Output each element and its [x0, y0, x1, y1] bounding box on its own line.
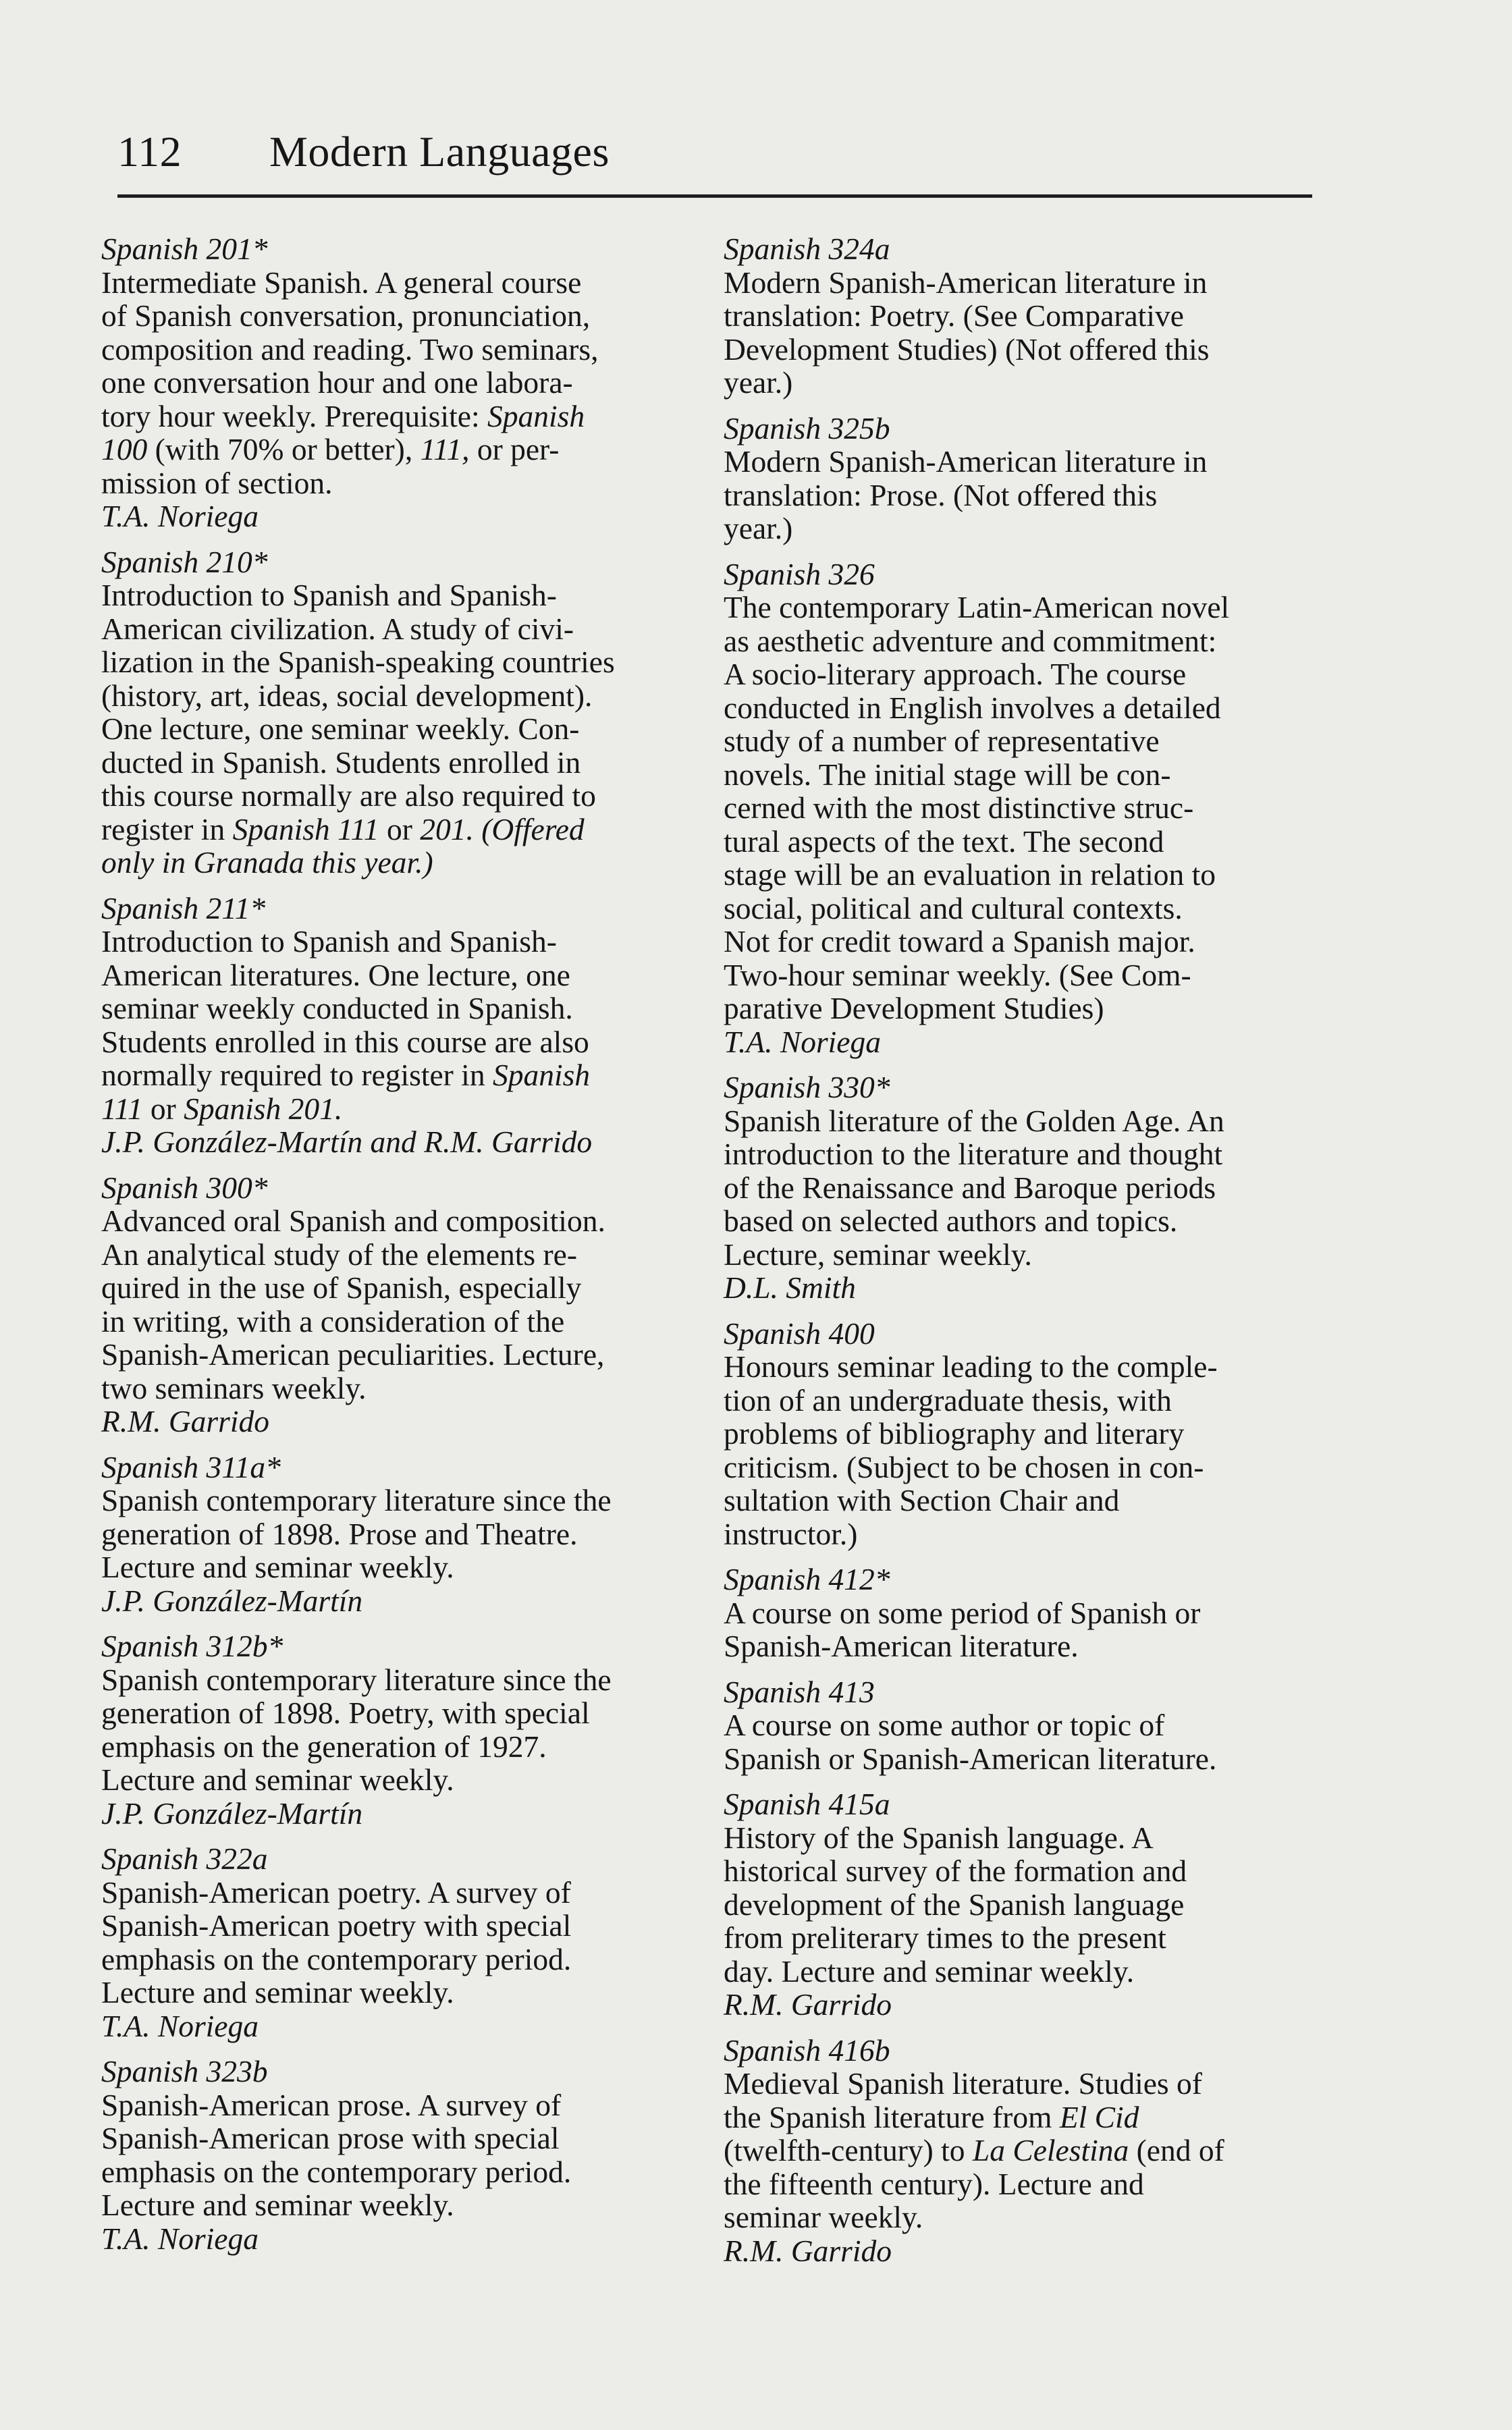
description-line	[724, 892, 1324, 925]
right-column	[724, 232, 1324, 2279]
text-run: Development Studies) (Not offered this	[724, 331, 1210, 367]
text-run: Advanced oral Spanish and composition.	[101, 1204, 605, 1238]
course-instructor: R.M. Garrido	[724, 2233, 892, 2268]
text-run: Spanish-American peculiarities. Lecture,	[101, 1337, 605, 1372]
text-run: in writing, with a consideration of the	[101, 1303, 565, 1339]
course-entry	[101, 545, 702, 880]
description-line	[724, 1484, 1324, 1517]
course-instructor: D.L. Smith	[724, 1270, 856, 1305]
text-run: History of the Spanish language. A	[724, 1820, 1154, 1855]
text-run: two seminars weekly.	[101, 1370, 367, 1405]
text-run: of the Renaissance and Baroque periods	[724, 1170, 1216, 1205]
course-entry	[101, 1451, 702, 1618]
text-run: A course on some period of Spanish or	[724, 1595, 1201, 1630]
description-line	[101, 266, 702, 300]
description-line	[101, 1238, 702, 1272]
text-run: 111,	[420, 432, 470, 466]
description-line	[101, 366, 702, 400]
description-line	[101, 645, 702, 679]
text-run: Two-hour seminar weekly. (See Com-	[724, 957, 1191, 992]
course-description	[101, 578, 702, 880]
text-run: Spanish-American literature.	[724, 1629, 1079, 1663]
text-run: Spanish contemporary literature since the	[101, 1483, 612, 1517]
course-description	[101, 1876, 702, 2009]
course-entry	[724, 1071, 1324, 1305]
text-run: Spanish	[492, 1058, 591, 1092]
text-run: American civilization. A study of civi-	[101, 611, 574, 646]
text-run: American literatures. One lecture, one	[101, 957, 570, 992]
course-entry	[101, 1629, 702, 1830]
page-number: 112	[117, 128, 182, 176]
course-entry	[724, 1675, 1324, 1776]
text-run: Intermediate Spanish. A general course	[101, 265, 582, 300]
text-run: day. Lecture and seminar weekly.	[724, 1953, 1135, 1989]
course-description	[724, 591, 1324, 1025]
description-line	[101, 1271, 702, 1305]
text-run: Lecture, seminar weekly.	[724, 1237, 1032, 1272]
description-line	[101, 1976, 702, 2009]
running-head	[117, 125, 610, 179]
description-line	[101, 612, 702, 646]
description-line	[724, 333, 1324, 367]
course-description	[101, 1204, 702, 1405]
description-line	[724, 1821, 1324, 1855]
description-line	[724, 1742, 1324, 1776]
text-run: lization in the Spanish-speaking countries	[101, 645, 615, 679]
text-run: normally required to register in	[101, 1058, 493, 1092]
text-run: 111	[101, 1091, 143, 1126]
text-run: Spanish-American prose. A survey of	[101, 2087, 562, 2122]
description-line	[724, 1854, 1324, 1888]
description-line	[101, 299, 702, 333]
text-run: Medieval Spanish literature. Studies of	[724, 2066, 1202, 2101]
text-run: from preliterary times to the present	[724, 1920, 1166, 1955]
description-line	[101, 1550, 702, 1584]
description-line	[724, 1629, 1324, 1663]
text-run: (end of	[1129, 2133, 1224, 2167]
text-run: Lecture and seminar weekly.	[101, 1550, 454, 1584]
course-instructor: J.P. González-Martín and R.M. Garrido	[101, 1125, 593, 1159]
course-entry	[101, 1171, 702, 1438]
description-line	[101, 1876, 702, 1910]
text-run: One lecture, one seminar weekly. Con-	[101, 711, 580, 746]
text-run: cerned with the most distinctive struc-	[724, 790, 1194, 825]
course-entry	[724, 232, 1324, 400]
course-description	[101, 1484, 702, 1584]
description-line	[724, 1417, 1324, 1451]
course-instructor: T.A. Noriega	[101, 2008, 259, 2043]
text-run: the fifteenth century). Lecture and	[724, 2166, 1144, 2201]
text-run: La Celestina	[972, 2133, 1129, 2167]
text-run: Spanish-American poetry. A survey of	[101, 1874, 571, 1910]
text-run: sultation with Section Chair and	[724, 1483, 1120, 1517]
description-line	[724, 2167, 1324, 2201]
description-line	[101, 959, 702, 992]
text-run: Spanish contemporary literature since the	[101, 1662, 612, 1697]
description-line	[101, 1517, 702, 1551]
description-line	[724, 992, 1324, 1025]
description-line	[724, 959, 1324, 992]
description-line	[724, 724, 1324, 758]
text-run: study of a number of representative	[724, 724, 1160, 758]
description-line	[724, 2134, 1324, 2167]
description-line	[724, 2200, 1324, 2234]
description-line	[724, 1596, 1324, 1630]
text-run: Lecture and seminar weekly.	[101, 1762, 454, 1797]
description-line	[101, 1663, 702, 1697]
description-line	[101, 333, 702, 367]
description-line	[724, 691, 1324, 725]
course-instructor: T.A. Noriega	[101, 2221, 259, 2256]
course-instructor: R.M. Garrido	[101, 1404, 269, 1438]
course-code: Spanish 300*	[101, 1170, 268, 1205]
course-code: Spanish 326	[724, 556, 875, 591]
text-run: novels. The initial stage will be con-	[724, 757, 1171, 792]
text-run: register in	[101, 811, 233, 846]
description-line	[101, 1092, 702, 1126]
text-run: Lecture and seminar weekly.	[101, 1975, 454, 2009]
left-column	[101, 232, 702, 2267]
text-run: quired in the use of Spanish, especially	[101, 1270, 582, 1305]
course-code: Spanish 323b	[101, 2054, 268, 2088]
course-entry	[101, 2055, 702, 2255]
text-run: historical survey of the formation and	[724, 1854, 1187, 1888]
text-run: or	[379, 811, 421, 846]
description-line	[101, 2122, 702, 2155]
description-line	[101, 746, 702, 780]
course-instructor: J.P. González-Martín	[101, 1583, 363, 1618]
course-code: Spanish 312b*	[101, 1629, 284, 1663]
course-code: Spanish 416b	[724, 2032, 890, 2068]
text-run: composition and reading. Two seminars,	[101, 331, 599, 367]
description-line	[101, 2155, 702, 2189]
course-code: Spanish 415a	[724, 1787, 890, 1821]
text-run: The contemporary Latin-American novel	[724, 590, 1230, 624]
description-line	[724, 1955, 1324, 1989]
text-run: Spanish or Spanish-American literature.	[724, 1741, 1217, 1776]
text-run: Not for credit toward a Spanish major.	[724, 924, 1195, 959]
description-line	[101, 1204, 702, 1238]
course-entry	[101, 892, 702, 1159]
course-code: Spanish 311a*	[101, 1449, 281, 1484]
text-run: one conversation hour and one labora-	[101, 365, 573, 400]
text-run: tory hour weekly. Prerequisite:	[101, 398, 487, 433]
text-run: this course normally are also required to	[101, 778, 596, 813]
text-run: (with 70% or better),	[147, 432, 421, 466]
text-run: Spanish 201.	[184, 1091, 343, 1126]
course-instructor: J.P. González-Martín	[101, 1796, 363, 1831]
text-run: Spanish 111	[232, 811, 379, 846]
course-entry	[724, 1787, 1324, 2022]
description-line	[101, 2088, 702, 2122]
text-run: emphasis on the contemporary period.	[101, 1941, 572, 1976]
course-code: Spanish 210*	[101, 544, 268, 579]
description-line	[724, 825, 1324, 859]
course-code: Spanish 211*	[101, 890, 266, 925]
description-line	[724, 512, 1324, 545]
course-description	[724, 1104, 1324, 1272]
description-line	[724, 791, 1324, 825]
text-run: emphasis on the generation of 1927.	[101, 1729, 547, 1764]
text-run: 100	[101, 432, 148, 466]
text-run: development of the Spanish language	[724, 1887, 1185, 1922]
description-line	[101, 813, 702, 846]
course-code: Spanish 201*	[101, 232, 268, 266]
description-line	[724, 657, 1324, 691]
text-run: (twelfth-century) to	[724, 2133, 973, 2167]
text-run: conducted in English involves a detailed	[724, 690, 1221, 725]
course-entry	[101, 232, 702, 533]
text-run: El Cid	[1059, 2099, 1139, 2134]
description-line	[101, 679, 702, 713]
description-line	[101, 1909, 702, 1943]
description-line	[101, 1058, 702, 1092]
description-line	[101, 2188, 702, 2222]
description-line	[101, 1025, 702, 1059]
text-run: Introduction to Spanish and Spanish-	[101, 924, 557, 959]
course-description	[724, 1350, 1324, 1550]
text-run: Modern Spanish-American literature in	[724, 265, 1208, 300]
description-line	[101, 779, 702, 813]
text-run: An analytical study of the elements re-	[101, 1237, 578, 1272]
description-line	[724, 758, 1324, 792]
description-line	[724, 2067, 1324, 2101]
course-entry	[724, 1563, 1324, 1663]
description-line	[101, 433, 702, 466]
course-code: Spanish 330*	[724, 1070, 890, 1104]
text-run: criticism. (Subject to be chosen in con-	[724, 1449, 1204, 1484]
description-line	[101, 578, 702, 612]
description-line	[724, 1137, 1324, 1171]
description-line	[724, 1451, 1324, 1484]
header-rule	[117, 194, 1312, 198]
text-run: tural aspects of the text. The second	[724, 824, 1164, 859]
description-line	[101, 1943, 702, 1976]
description-line	[101, 466, 702, 500]
text-run: Spanish-American poetry with special	[101, 1908, 572, 1943]
course-entry	[724, 412, 1324, 545]
text-run: (history, art, ideas, social development).	[101, 678, 593, 713]
description-line	[724, 591, 1324, 624]
text-run: A socio-literary approach. The course	[724, 657, 1187, 691]
course-description	[101, 266, 702, 500]
text-run: Students enrolled in this course are also	[101, 1024, 589, 1059]
course-instructor: T.A. Noriega	[724, 1024, 881, 1059]
text-run: instructor.)	[724, 1516, 858, 1551]
text-run: of Spanish conversation, pronunciation,	[101, 298, 591, 333]
text-run: problems of bibliography and literary	[724, 1416, 1185, 1451]
description-line	[724, 479, 1324, 512]
text-run: Lecture and seminar weekly.	[101, 2188, 454, 2222]
description-line	[724, 366, 1324, 400]
description-line	[724, 1384, 1324, 1418]
text-run: Honours seminar leading to the comple-	[724, 1349, 1218, 1384]
course-code: Spanish 322a	[101, 1841, 268, 1876]
description-line	[724, 1921, 1324, 1955]
description-line	[101, 1305, 702, 1339]
course-description	[724, 266, 1324, 400]
description-line	[724, 1708, 1324, 1742]
course-description	[724, 1708, 1324, 1775]
description-line	[724, 925, 1324, 959]
text-run: translation: Poetry. (See Comparative	[724, 298, 1184, 333]
text-run: Spanish-American prose with special	[101, 2121, 560, 2155]
description-line	[724, 1888, 1324, 1922]
text-run: as aesthetic adventure and commitment:	[724, 623, 1217, 658]
text-run: generation of 1898. Poetry, with special	[101, 1696, 590, 1730]
text-run: generation of 1898. Prose and Theatre.	[101, 1516, 578, 1551]
text-run: only in Granada this year.)	[101, 845, 433, 880]
course-entry	[101, 1842, 702, 2043]
description-line	[101, 1338, 702, 1372]
description-line	[724, 858, 1324, 892]
course-description	[101, 925, 702, 1125]
description-line	[724, 1171, 1324, 1205]
text-run: the Spanish literature from	[724, 2099, 1060, 2134]
description-line	[724, 624, 1324, 658]
description-line	[101, 1763, 702, 1797]
course-description	[101, 2088, 702, 2222]
course-description	[101, 1663, 702, 1797]
text-run: Spanish literature of the Golden Age. An	[724, 1103, 1224, 1138]
text-run: year.)	[724, 365, 793, 400]
text-run: 201. (Offered	[420, 811, 585, 846]
course-description	[724, 1821, 1324, 1989]
text-run: Spanish	[487, 398, 585, 433]
description-line	[724, 1204, 1324, 1238]
course-entry	[724, 558, 1324, 1059]
text-run: based on selected authors and topics.	[724, 1204, 1178, 1238]
course-code: Spanish 413	[724, 1674, 875, 1709]
course-instructor: R.M. Garrido	[724, 1987, 892, 2022]
description-line	[724, 1238, 1324, 1272]
description-line	[101, 1730, 702, 1764]
text-run: seminar weekly conducted in Spanish.	[101, 991, 573, 1025]
course-instructor: T.A. Noriega	[101, 499, 259, 533]
text-run: ducted in Spanish. Students enrolled in	[101, 745, 581, 780]
text-run: mission of section.	[101, 465, 333, 500]
description-line	[101, 925, 702, 959]
description-line	[101, 712, 702, 746]
course-code: Spanish 324a	[724, 232, 890, 266]
text-run: A course on some author or topic of	[724, 1708, 1165, 1742]
course-code: Spanish 400	[724, 1316, 875, 1351]
text-run: or per-	[469, 432, 560, 466]
description-line	[724, 1350, 1324, 1384]
text-run: seminar weekly.	[724, 2200, 923, 2234]
course-code: Spanish 412*	[724, 1562, 890, 1596]
description-line	[724, 299, 1324, 333]
description-line	[101, 992, 702, 1025]
description-line	[101, 1484, 702, 1517]
text-run: year.)	[724, 511, 793, 545]
description-line	[101, 400, 702, 433]
description-line	[101, 846, 702, 880]
course-entry	[724, 2034, 1324, 2268]
course-entry	[724, 1317, 1324, 1551]
text-run: Modern Spanish-American literature in	[724, 444, 1208, 479]
text-run: tion of an undergraduate thesis, with	[724, 1382, 1172, 1418]
text-run: parative Development Studies)	[724, 991, 1104, 1025]
text-run: Introduction to Spanish and Spanish-	[101, 578, 557, 612]
course-description	[724, 1596, 1324, 1663]
description-line	[724, 1104, 1324, 1138]
course-description	[724, 445, 1324, 545]
description-line	[724, 1517, 1324, 1551]
text-run: translation: Prose. (Not offered this	[724, 477, 1158, 512]
course-description	[724, 2067, 1324, 2234]
description-line	[724, 266, 1324, 300]
text-run: introduction to the literature and thought	[724, 1137, 1223, 1171]
section-title: Modern Languages	[269, 128, 610, 176]
text-run: social, political and cultural contexts.	[724, 890, 1183, 925]
course-code: Spanish 325b	[724, 410, 890, 446]
description-line	[724, 445, 1324, 479]
text-run: emphasis on the contemporary period.	[101, 2154, 572, 2189]
text-run: stage will be an evaluation in relation to	[724, 857, 1216, 892]
description-line	[724, 2101, 1324, 2134]
description-line	[101, 1696, 702, 1730]
text-run: or	[142, 1091, 184, 1126]
description-line	[101, 1372, 702, 1405]
